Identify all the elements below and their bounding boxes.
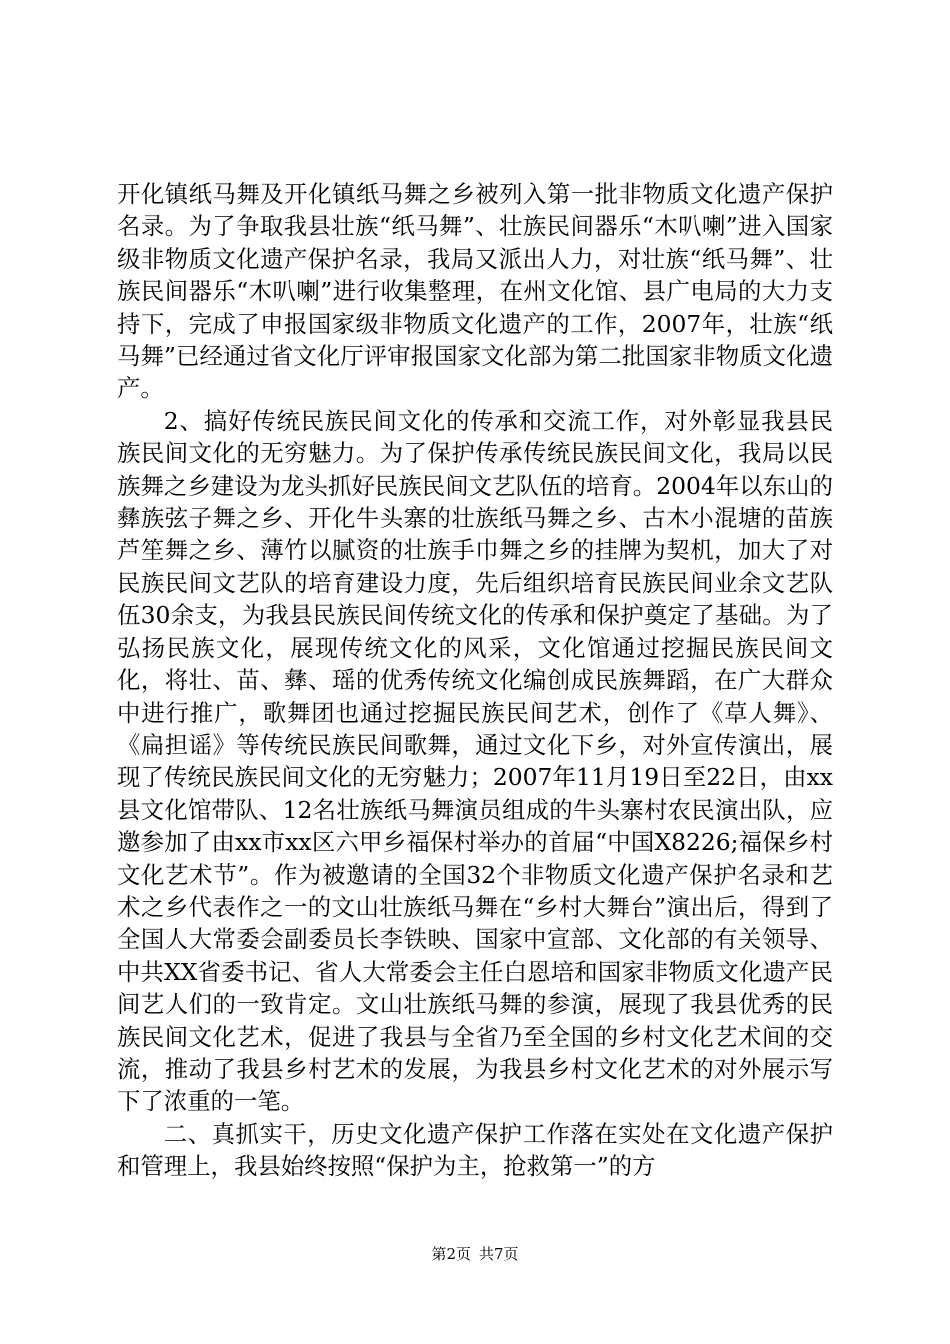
page-number: 第2页 [431, 1245, 471, 1263]
paragraph-heading-two: 二、真抓实干，历史文化遗产保护工作落在实处在文化遗产保护和管理上，我县始终按照“保护为主，抢救第一”的方 [117, 1119, 833, 1181]
paragraph-section-2: 2、搞好传统民族民间文化的传承和交流工作，对外彰显我县民族民间文化的无穷魅力。为了保护传承传统民族民间文化，我局以民族舞之乡建设为龙头抓好民族民间文艺队伍的培育。2004年以东山的彝族弦子舞之乡、开化牛头寨的壮族纸马舞之乡、古木小混塘的苗族芦笙舞之乡、薄竹以腻资的壮族手巾舞之乡的挂牌为契机，加大了对民族民间文艺队的培育建设力度，先后组织培育民族民间业余文艺队伍30余支，为我县民族民间传统文化的传承和保护奠定了基础。为了弘扬民族文化，展现传统文化的风采，文化馆通过挖掘民族民间文化，将壮、苗、彝、瑶的优秀传统文化编创成民族舞蹈，在广大群众中进行推广，歌舞团也通过挖掘民族民间艺术，创作了《草人舞》、《扁担谣》等传统民族民间歌舞，通过文化下乡，对外宣传演出，展现了传统民族民间文化的无穷魅力；2007年11月19日至22日，由xx县文化馆带队、12名壮族纸马舞演员组成的牛头寨村农民演出队，应邀参加了由xx市xx区六甲乡福保村举办的首届“中国X8226;福保乡村文化艺术节”。作为被邀请的全国32个非物质文化遗产保护名录和艺术之乡代表作之一的文山壮族纸马舞在“乡村大舞台”演出后，得到了全国人大常委会副委员长李铁映、国家中宣部、文化部的有关领导、中共XX省委书记、省人大常委会主任白恩培和国家非物质文化遗产民间艺人们的一致肯定。文山壮族纸马舞的参演，展现了我县优秀的民族民间文化艺术，促进了我县与全省乃至全国的乡村文化艺术间的交流，推动了我县乡村艺术的发展，为我县乡村文化艺术的对外展示写下了浓重的一笔。 [117, 406, 833, 1116]
page-footer [0, 1244, 950, 1264]
page-total: 共7页 [479, 1245, 519, 1263]
document-body [117, 178, 833, 1183]
paragraph-continuation: 开化镇纸马舞及开化镇纸马舞之乡被列入第一批非物质文化遗产保护名录。为了争取我县壮族“纸马舞”、壮族民间器乐“木叭喇”进入国家级非物质文化遗产保护名录，我局又派出人力，对壮族“纸马舞”、壮族民间器乐“木叭喇”进行收集整理，在州文化馆、县广电局的大力支持下，完成了申报国家级非物质文化遗产的工作，2007年，壮族“纸马舞”已经通过省文化厅评审报国家文化部为第二批国家非物质文化遗产。 [117, 180, 833, 403]
